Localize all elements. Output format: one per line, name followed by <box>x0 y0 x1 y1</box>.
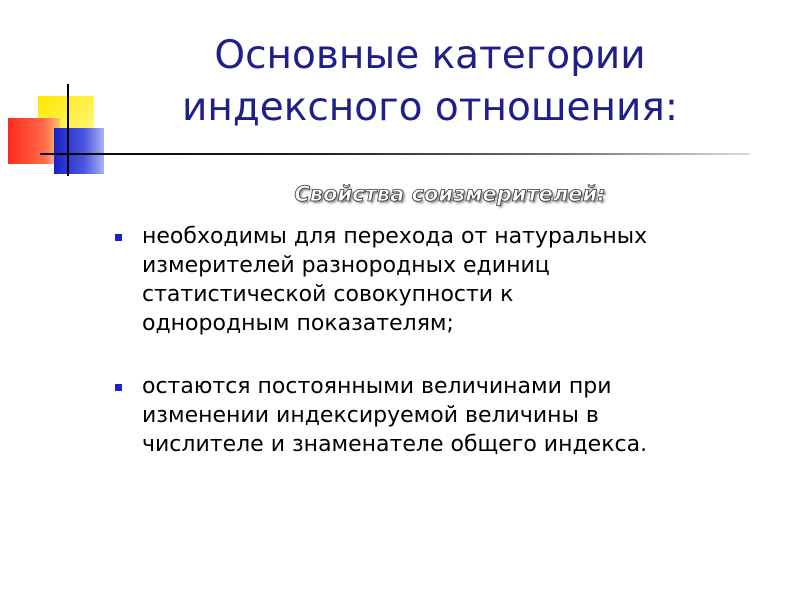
bullet-list <box>112 222 772 493</box>
bullet-line: однородным показателям; <box>142 311 454 336</box>
bullet-text <box>142 372 772 459</box>
title-line-1: Основные категории <box>214 33 646 78</box>
bullet-line: измерителей разнородных единиц <box>142 253 550 278</box>
bullet-line: изменении индексируемой величины в <box>142 403 599 428</box>
blue-square-icon <box>54 128 104 174</box>
bullet-line: числителе и знаменателе общего индекса. <box>142 432 648 457</box>
bullet-item <box>112 222 772 338</box>
red-square-icon <box>8 118 60 164</box>
slide-title <box>130 30 730 134</box>
square-bullet-icon <box>115 234 122 241</box>
colored-squares-logo-icon <box>0 0 120 190</box>
slide-subtitle: Свойства соизмерителей: <box>294 182 606 206</box>
horizontal-divider <box>40 153 750 155</box>
vertical-divider <box>67 84 69 176</box>
bullet-line: статистической совокупности к <box>142 282 514 307</box>
bullet-line: необходимы для перехода от натуральных <box>142 224 648 249</box>
square-bullet-icon <box>115 384 122 391</box>
bullet-line: остаются постоянными величинами при <box>142 374 612 399</box>
bullet-text <box>142 222 772 338</box>
bullet-item <box>112 372 772 459</box>
title-line-2: индексного отношения: <box>182 85 678 130</box>
